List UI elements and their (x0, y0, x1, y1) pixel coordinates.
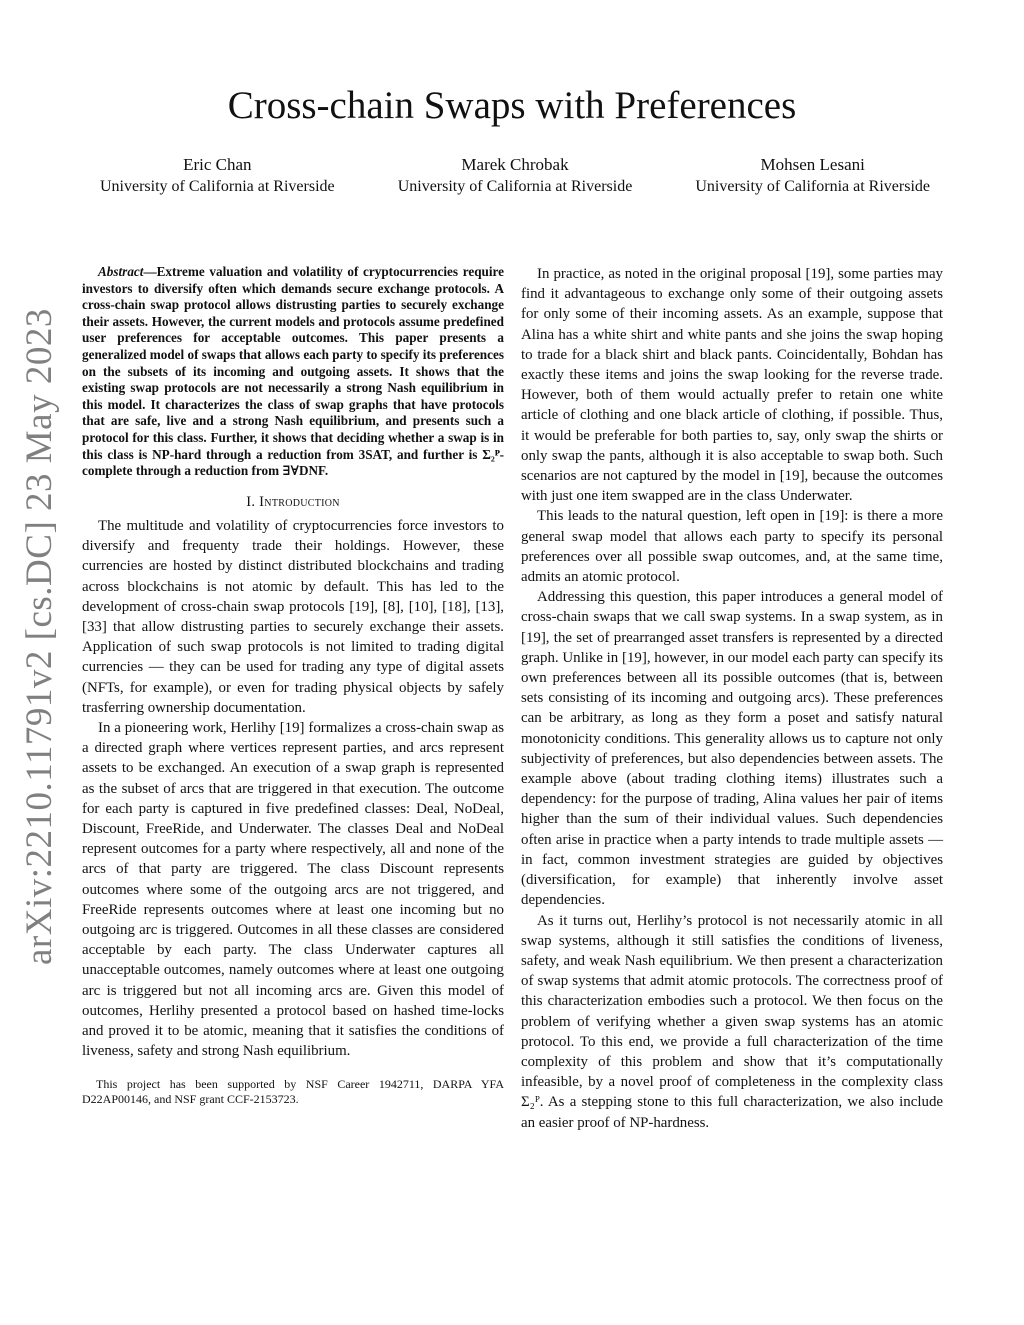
abstract-label: Abstract (98, 264, 144, 279)
author-block (398, 154, 633, 198)
body-paragraph: In a pioneering work, Herlihy [19] formalizes a cross-chain swap as a directed graph where vertices represent parties, and arcs represent assets to be exchanged. An execution of a swap graph is represented as the subset of arcs that are triggered in that execution. The outcome for each party is captured in five predefined classes: Deal, NoDeal, Discount, FreeRide, and Underwater. The classes Deal and NoDeal represent outcomes for a party where respectively, all and none of the arcs of that party are triggered. The class Discount represents outcomes where some of the outgoing arcs are not triggered, and FreeRide represents outcomes where at least one incoming but no outgoing arc is triggered. Outcomes in all these classes are considered acceptable by each party. The class Underwater captures all unacceptable outcomes, namely outcomes where at least one outgoing arc is triggered but not all incoming arcs are. Given this model of outcomes, Herlihy presented a protocol based on hashed time-locks and proved it to be atomic, meaning that it satisfies the conditions of liveness, safety and strong Nash equilibrium. (82, 719, 504, 1060)
author-affiliation: University of California at Riverside (397, 178, 633, 195)
left-column (82, 264, 504, 1107)
author-block (100, 154, 335, 198)
abstract-text: —Extreme valuation and volatility of cryptocurrencies require investors to diversify often which demands secure exchange protocols. A cross-chain swap protocol allows distrusting parties to securely exchange their assets. However, the current models and protocols assume predefined user preferences for acceptable outcomes. This paper presents a generalized model of swaps that allows each party to specify its preferences on the subsets of its incoming and outgoing assets. It shows that the existing swap protocols are not necessarily a strong Nash equilibrium in this model. It characterizes the class of swap graphs that have protocols that are safe, live and a strong Nash equilibrium, and presents such a protocol for this class. Further, it shows that deciding whether a swap is in this class is NP-hard through a reduction from 3SAT, and further is Σ₂ᴾ-complete through a reduction from ∃∀DNF. (82, 264, 504, 479)
abstract (82, 264, 504, 480)
body-paragraph: In practice, as noted in the original proposal [19], some parties may find it advantageous to exchange only some of their outgoing assets for only some of their incoming assets. As an example, suppose that Alina has a white shirt and white pants and she joins the swap hoping to trade for a black shirt and black pants. Coincidentally, Bohdan has exactly these items and joins the swap looking for the reverse trade. However, both of them would actually prefer to retain one white article of clothing and one black article of clothing, if possible. Thus, it would be preferable for both parties to, say, only swap the shirts or only swap the pants, although it is also acceptable to swap both. Such scenarios are not captured by the model in [19], because the outcomes with just one item swapped are in the class Underwater. (521, 266, 943, 505)
footnote: This project has been supported by NSF Career 1942711, DARPA YFA D22AP00146, and NSF grant CCF-2153723. (82, 1077, 504, 1107)
author-affiliation: University of California at Riverside (100, 178, 335, 195)
paper-title: Cross-chain Swaps with Preferences (227, 84, 797, 127)
body-paragraph: The multitude and volatility of cryptocurrencies force investors to diversify and frequenty trade their holdings. However, these currencies are hosted by distinct distributed blockchains and trading across blockchains is not atomic by default. This has led to the development of cross-chain swap protocols [19], [8], [10], [18], [13], [33] that allow distrusting parties to securely exchange their assets. Application of such swap protocols is not limited to trading digital currencies — they can be used for trading any type of digital assets (NFTs, for example), or even for trading physical objects by safely trasferring ownership documentation. (82, 517, 504, 716)
author-name: Mohsen Lesani (760, 155, 865, 174)
body-paragraph: This leads to the natural question, left open in [19]: is there a more general swap model that allows each party to specify its personal preferences over all possible swap outcomes, and, at the same time, admits an atomic protocol. (521, 508, 943, 586)
author-name: Eric Chan (183, 155, 252, 174)
author-name: Marek Chrobak (461, 155, 569, 174)
arxiv-side-label: arXiv:2210.11791v2 [cs.DC] 23 May 2023 (19, 308, 60, 965)
author-list (100, 154, 930, 198)
body-paragraph: Addressing this question, this paper introduces a general model of cross-chain swaps that we call swap systems. In a swap system, as in [19], the set of prearranged asset transfers is represented by a directed graph. Unlike in [19], however, in our model each party can specify its own preferences between all its possible outcomes (that is, between sets consisting of its incoming and outgoing arcs). These preferences can be arbitrary, as long as they form a poset and satisfy natural monotonicity conditions. This generality allows us to capture not only subjectivity of preferences, but also dependencies between assets. The example above (about trading clothing items) illustrates such a dependency: for the purpose of trading, Alina values her pair of items higher than the sum of their individual values. Such dependencies often arise in practice when a party intends to trade multiple assets — in fact, common investment strategies are guided by objectives (diversification, for example) that inherently involve asset dependencies. (521, 589, 943, 909)
section-heading: I. Introduction (246, 493, 340, 510)
right-column (521, 264, 943, 1133)
author-block (695, 154, 930, 198)
body-paragraph: As it turns out, Herlihy’s protocol is not necessarily atomic in all swap systems, although it still satisfies the conditions of liveness, safety, and weak Nash equilibrium. We then present a characterization of swap systems that admit atomic protocols. The correctness proof of this characterization embodies such a protocol. We then focus on the problem of verifying whether a given swap systems has an atomic protocol. To this end, we provide a full characterization of the time complexity of this problem and show that it’s computationally infeasible, by a novel proof of completeness in the complexity class Σ₂ᴾ. As a stepping stone to this full characterization, we also include an easier proof of NP-hardness. (521, 912, 943, 1131)
author-affiliation: University of California at Riverside (695, 178, 930, 195)
